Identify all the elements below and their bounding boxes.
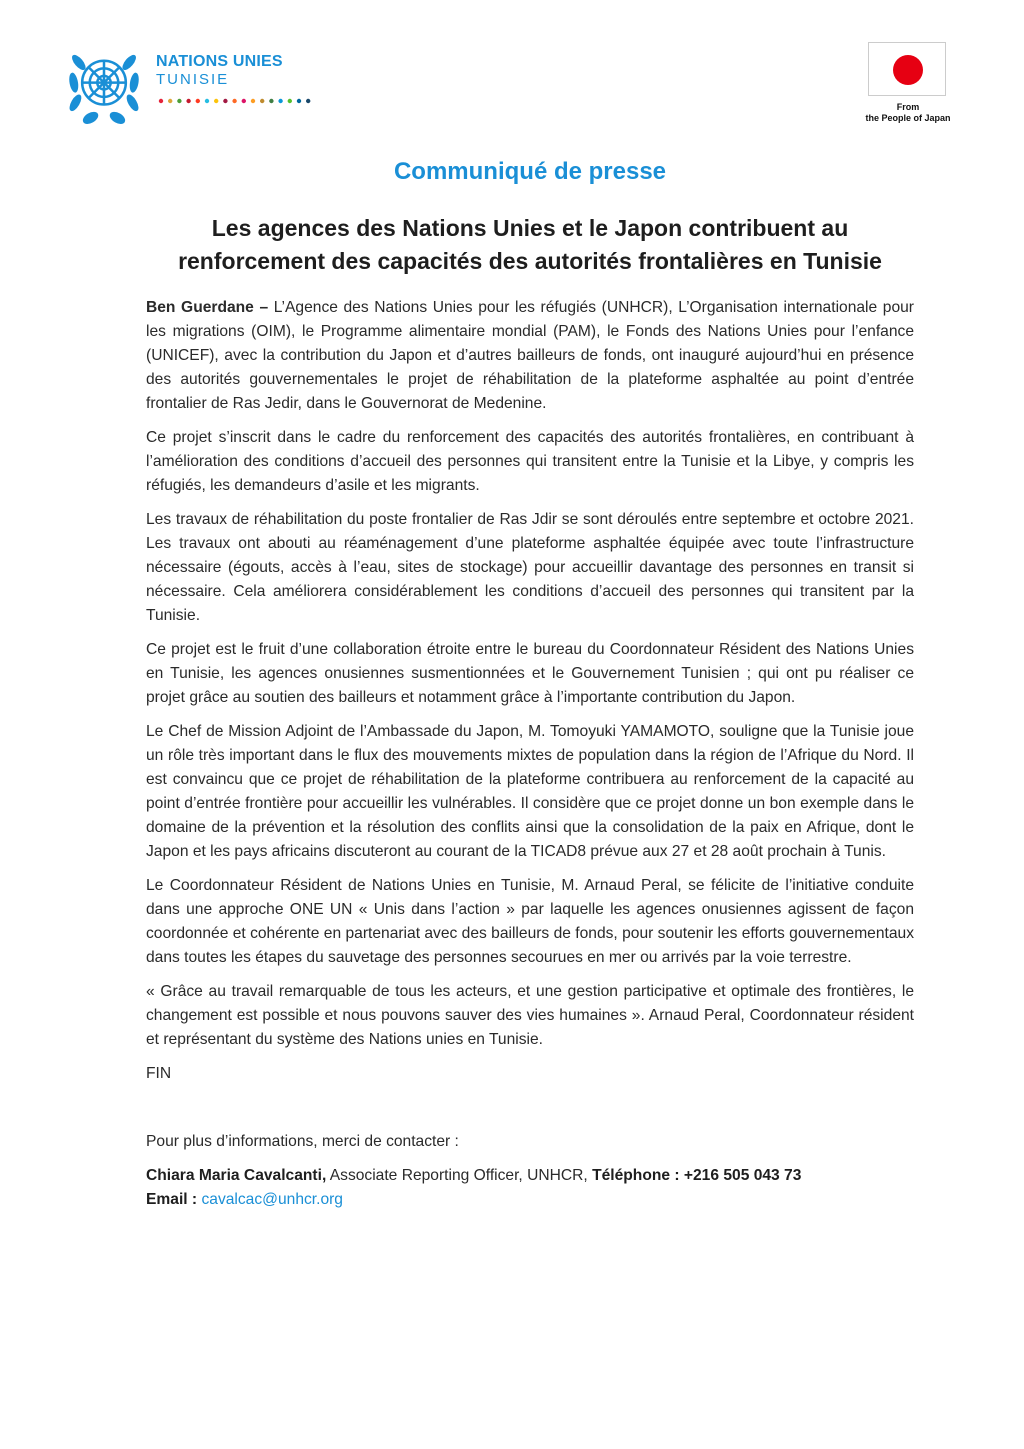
press-release-headline (150, 212, 910, 278)
sdg-dot (168, 99, 172, 103)
contact-email-line (146, 1188, 914, 1212)
email-label: Email : (146, 1191, 202, 1208)
paragraph-1 (146, 296, 914, 416)
end-marker: FIN (146, 1065, 172, 1082)
sdg-dot (251, 99, 255, 103)
un-tunisie-wordmark (156, 52, 283, 89)
headline-line-1: Les agences des Nations Unies et le Japon contribuent au (211, 215, 849, 241)
sdg-dot (223, 99, 227, 103)
contact-details (146, 1164, 914, 1212)
paragraph-3: Les travaux de réhabilitation du poste frontalier de Ras Jdir se sont déroulés entre septembre et octobre 2021. Les travaux ont abouti au réaménagement d’une plateforme asphaltée équipée avec toute l’infrastructure nécessaire (égouts, accès à l’eau, sites de stockage) pour accueillir davantage des personnes en transit si nécessaire. Cela améliorera considérablement les conditions d’accueil des personnes qui transitent par la Tunisie. (146, 511, 914, 624)
japan-flag-sun (893, 55, 923, 85)
press-release-body (146, 296, 914, 1212)
sdg-dot (196, 99, 200, 103)
contact-name: Chiara Maria Cavalcanti, (146, 1167, 327, 1184)
contact-intro: Pour plus d’informations, merci de contacter : (146, 1133, 459, 1150)
paragraph-7-quote: « Grâce au travail remarquable de tous les acteurs, et une gestion participative et optimale des frontières, le changement est possible et nous pouvons sauver des vies humaines ». Arnaud Peral, Coordonnateur résident et représentant du système des Nations unies en Tunisie. (146, 983, 914, 1048)
japan-caption-people: the People of Japan (865, 113, 951, 123)
paragraph-1-text: L’Agence des Nations Unies pour les réfugiés (UNHCR), L’Organisation internationale pour les migrations (OIM), le Programme alimentaire mondial (PAM), le Fonds des Nations Unies pour l’enfance (UNICEF), avec la contribution du Japon et d’autres bailleurs de fonds, ont inauguré aujourd’hui en présence des autorités gouvernementales le projet de réhabilitation de la plateforme asphaltée au point d’entrée frontalier de Ras Jedir, dans le Gouvernorat de Medenine. (146, 299, 914, 412)
org-country: TUNISIE (156, 71, 230, 88)
paragraph-6: Le Coordonnateur Résident de Nations Unies en Tunisie, M. Arnaud Peral, se félicite de l’initiative conduite dans une approche ONE UN « Unis dans l’action » par laquelle les agences onusiennes agissent de façon coordonnée et cohérente en partenariat avec des bailleurs de fonds, pour soutenir les efforts gouvernementaux dans toutes les étapes du sauvetage des personnes secourues en mer ou arrivés par la voie terrestre. (146, 877, 914, 966)
japan-flag-icon (868, 42, 946, 96)
paragraph-4: Ce projet est le fruit d’une collaboration étroite entre le bureau du Coordonnateur Résident des Nations Unies en Tunisie, les agences onusiennes susmentionnées et le Gouvernement Tunisien ; qui ont pu réaliser ce projet grâce au soutien des bailleurs et notamment grâce à l’importante contribution du Japon. (146, 641, 914, 706)
japan-caption (858, 102, 958, 124)
contact-line (146, 1164, 914, 1188)
un-emblem-icon (62, 44, 146, 128)
email-link[interactable]: cavalcac@unhcr.org (201, 1191, 343, 1208)
contact-role: Associate Reporting Officer, UNHCR, (326, 1167, 593, 1184)
sdg-dot (159, 99, 163, 103)
org-name: NATIONS UNIES (156, 53, 283, 70)
sdg-dot (306, 99, 310, 103)
japan-caption-from: From (896, 102, 920, 112)
dateline: Ben Guerdane – (146, 299, 269, 316)
sdg-dot (205, 99, 209, 103)
sdg-dot (214, 99, 218, 103)
sdg-colour-dots (158, 98, 318, 104)
sdg-dot (260, 99, 264, 103)
sdg-dot (186, 99, 190, 103)
sdg-dot (177, 99, 181, 103)
paragraph-5: Le Chef de Mission Adjoint de l’Ambassade du Japon, M. Tomoyuki YAMAMOTO, souligne que la Tunisie joue un rôle très important dans le flux des mouvements mixtes de population dans la région de l’Afrique du Nord. Il est convaincu que ce projet de réhabilitation de la plateforme contribuera au renforcement de la capacité au point d’entrée frontière pour accueillir les vulnérables. Il considère que ce projet donne un bon exemple dans le domaine de la prévention et la résolution des conflits ainsi que la consolidation de la paix en Afrique, dont le Japon et les pays africains discuteront au courant de la TICAD8 prévue aux 27 et 28 août prochain à Tunis. (146, 723, 914, 860)
sdg-dot (232, 99, 236, 103)
document-type: Communiqué de presse (393, 158, 667, 185)
sdg-dot (269, 99, 273, 103)
sdg-dot (242, 99, 246, 103)
headline-line-2: renforcement des capacités des autorités frontalières en Tunisie (178, 248, 882, 274)
paragraph-2: Ce projet s’inscrit dans le cadre du renforcement des capacités des autorités frontalières, en contribuant à l’amélioration des conditions d’accueil des personnes qui transitent entre la Tunisie et la Libye, y compris les réfugiés, les demandeurs d’asile et les migrants. (146, 429, 914, 494)
sdg-dot (278, 99, 282, 103)
sdg-dot (288, 99, 292, 103)
contact-phone: Téléphone : +216 505 043 73 (592, 1167, 802, 1184)
sdg-dot (297, 99, 301, 103)
page-header (0, 0, 1024, 140)
